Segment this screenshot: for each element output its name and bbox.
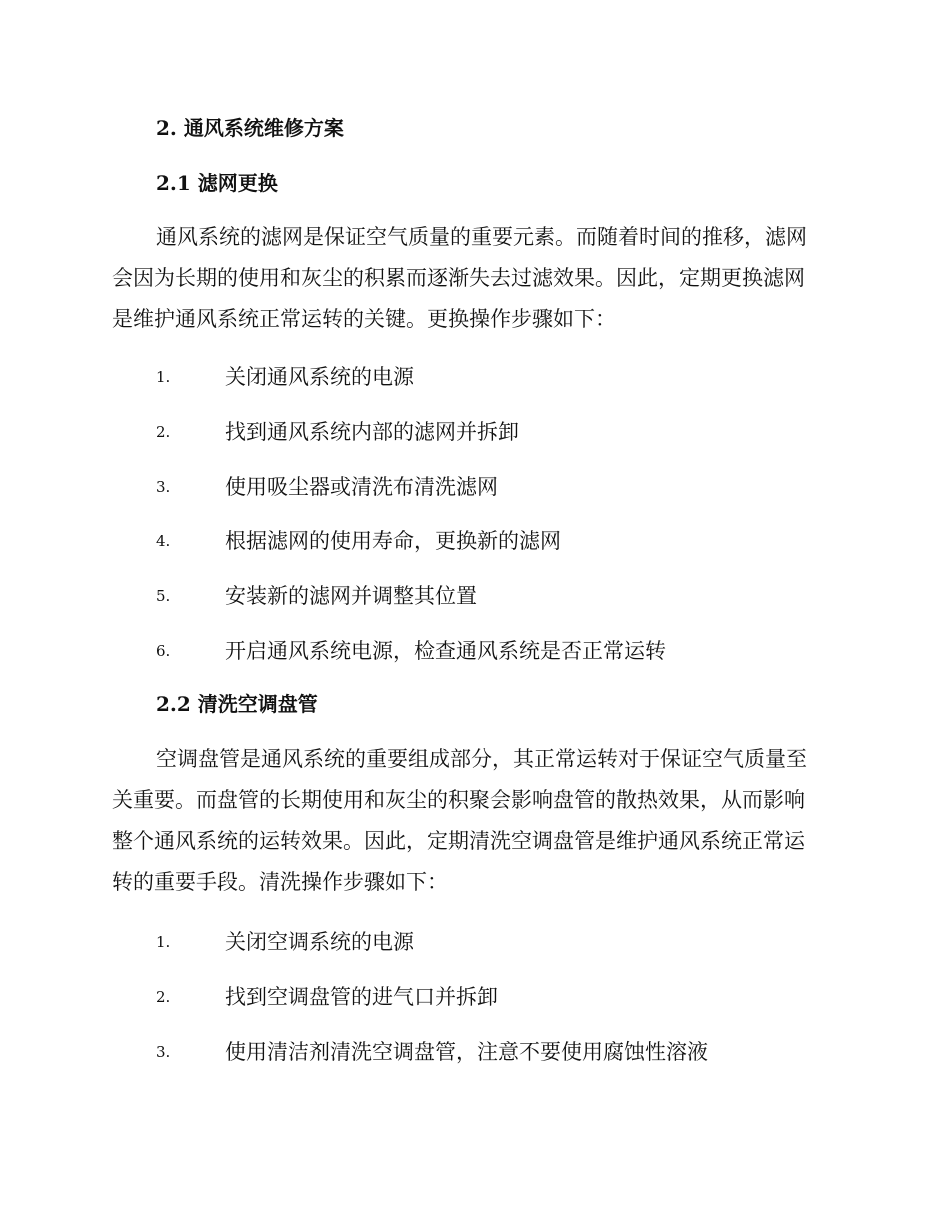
list-text: 找到空调盘管的进气口并拆卸	[225, 985, 498, 1009]
subsection-heading-coil: 2.2 清洗空调盘管	[156, 692, 318, 716]
subsection-heading-filter: 2.1 滤网更换	[156, 171, 278, 195]
list-text: 使用清洁剂清洗空调盘管，注意不要使用腐蚀性溶液	[225, 1040, 708, 1064]
list-number: 3.	[156, 1043, 171, 1061]
paragraph-line: 是维护通风系统正常运转的关键。更换操作步骤如下：	[112, 307, 616, 331]
list-text: 找到通风系统内部的滤网并拆卸	[225, 420, 519, 444]
list-text: 根据滤网的使用寿命，更换新的滤网	[225, 529, 561, 553]
list-text: 关闭空调系统的电源	[225, 930, 414, 954]
paragraph-coil	[112, 739, 832, 903]
list-text: 安装新的滤网并调整其位置	[225, 584, 477, 608]
list-number: 3.	[156, 478, 171, 496]
paragraph-line: 会因为长期的使用和灰尘的积累而逐渐失去过滤效果。因此，定期更换滤网	[112, 266, 805, 290]
list-text: 关闭通风系统的电源	[225, 365, 414, 389]
paragraph-line: 关重要。而盘管的长期使用和灰尘的积聚会影响盘管的散热效果，从而影响	[112, 788, 805, 812]
list-number: 4.	[156, 532, 171, 550]
list-number: 5.	[156, 587, 171, 605]
list-text: 开启通风系统电源，检查通风系统是否正常运转	[225, 639, 666, 663]
list-text: 使用吸尘器或清洗布清洗滤网	[225, 475, 498, 499]
list-number: 2.	[156, 423, 171, 441]
list-number: 1.	[156, 368, 171, 386]
paragraph-filter	[112, 217, 832, 340]
paragraph-line: 通风系统的滤网是保证空气质量的重要元素。而随着时间的推移，滤网	[156, 225, 807, 249]
paragraph-line: 整个通风系统的运转效果。因此，定期清洗空调盘管是维护通风系统正常运	[112, 829, 805, 853]
paragraph-line: 空调盘管是通风系统的重要组成部分，其正常运转对于保证空气质量至	[156, 747, 807, 771]
paragraph-line: 转的重要手段。清洗操作步骤如下：	[112, 870, 448, 894]
list-number: 1.	[156, 933, 171, 951]
list-number: 2.	[156, 988, 171, 1006]
list-number: 6.	[156, 642, 171, 660]
section-heading: 2. 通风系统维修方案	[156, 116, 344, 140]
